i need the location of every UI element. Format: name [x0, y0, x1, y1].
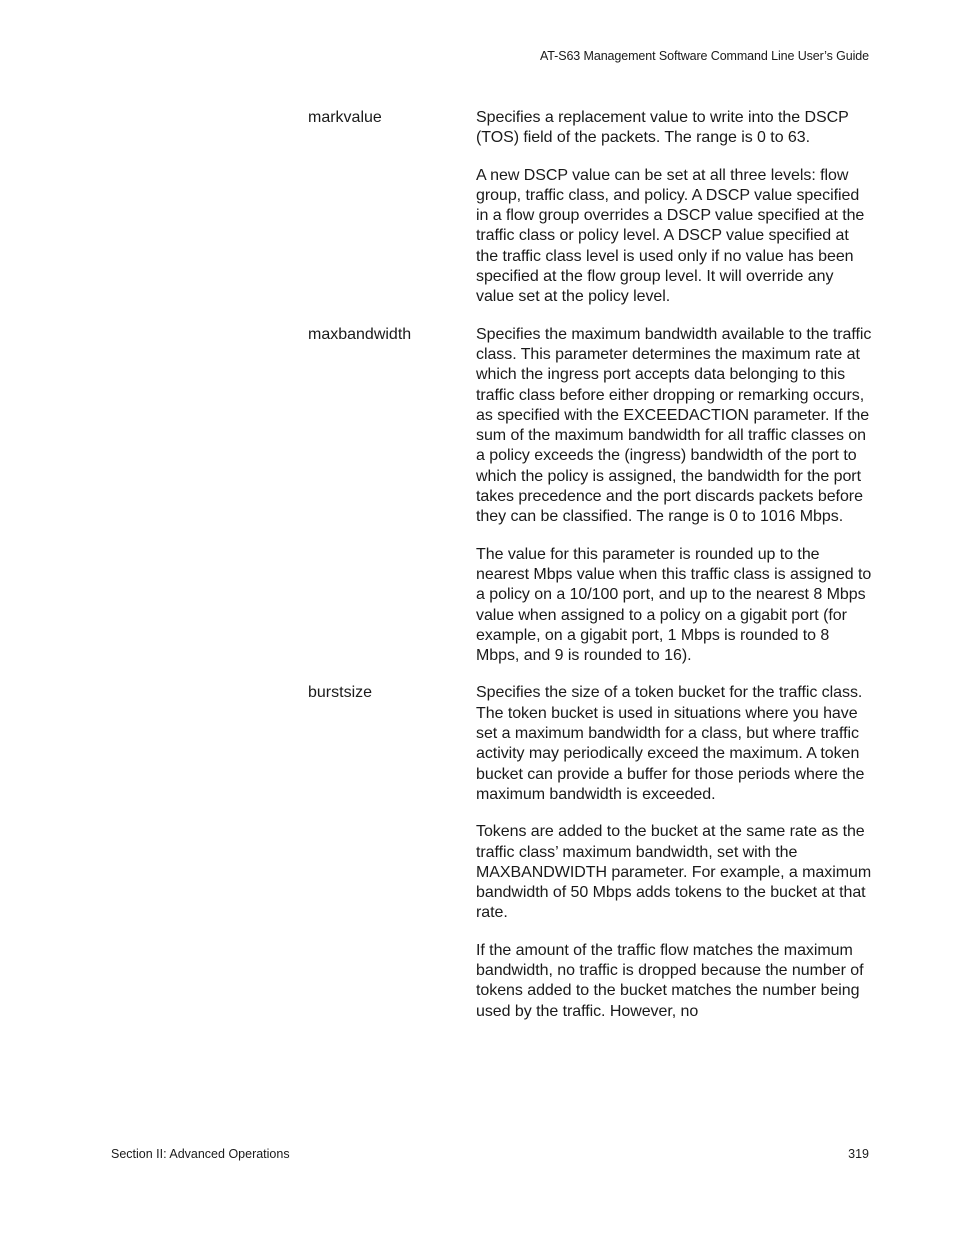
- description-paragraph: The value for this parameter is rounded up to the nearest Mbps value when this traffic class is assigned to a policy on a 10/100 port, and up to the nearest 8 Mbps value when assigned to a policy on a gigabit port (for example, on a gigabit port, 1 Mbps is rounded to 8 Mbps, and 9 is rounded to 16).: [476, 545, 872, 665]
- page-number: 319: [848, 1147, 869, 1161]
- parameter-markvalue: [308, 108, 873, 308]
- description-paragraph: Specifies a replacement value to write into the DSCP (TOS) field of the packets. The range is 0 to 63.: [476, 109, 849, 147]
- description-paragraph: A new DSCP value can be set at all three levels: flow group, traffic class, and policy. A DSCP value specified in a flow group overrides a DSCP value specified at the traffic class or policy level. A DSCP value specified at the traffic class level is used only if no value has been specified at the flow group level. It will override any value set at the policy level.: [476, 166, 865, 306]
- parameter-description: [476, 325, 873, 667]
- description-paragraph: If the amount of the traffic flow matches the maximum bandwidth, no traffic is dropped because the number of tokens added to the bucket matches the number being used by the traffic. However, no: [476, 941, 864, 1020]
- parameter-list: [308, 108, 873, 1039]
- parameter-description: [476, 683, 873, 1021]
- description-paragraph: Specifies the maximum bandwidth available to the traffic class. This parameter determines the maximum rate at which the ingress port accepts data belonging to this traffic class before either dropping or remarking occurs, as specified with the EXCEEDACTION parameter. If the sum of the maximum bandwidth for all traffic classes on a policy exceeds the (ingress) bandwidth of the port to which the policy is assigned, the bandwidth for the port takes precedence and the port discards packets before they can be classified. The range is 0 to 1016 Mbps.: [476, 325, 872, 526]
- parameter-maxbandwidth: [308, 325, 873, 667]
- parameter-description: [476, 108, 873, 308]
- footer-section-title: Section II: Advanced Operations: [111, 1147, 290, 1161]
- parameter-term: maxbandwidth: [308, 325, 412, 343]
- running-header: AT-S63 Management Software Command Line User’s Guide: [540, 49, 869, 63]
- description-paragraph: Specifies the size of a token bucket for the traffic class. The token bucket is used in situations where you have set a maximum bandwidth for a class, but where traffic activity may periodically exceed the maximum. A token bucket can provide a buffer for those periods where the maximum bandwidth is exceeded.: [476, 684, 865, 803]
- description-paragraph: Tokens are added to the bucket at the same rate as the traffic class’ maximum bandwidth, set with the MAXBANDWIDTH parameter. For example, a maximum bandwidth of 50 Mbps adds tokens to the bucket at that rate.: [476, 823, 872, 922]
- parameter-burstsize: [308, 683, 873, 1021]
- parameter-term: markvalue: [308, 109, 382, 126]
- parameter-term: burstsize: [308, 684, 373, 702]
